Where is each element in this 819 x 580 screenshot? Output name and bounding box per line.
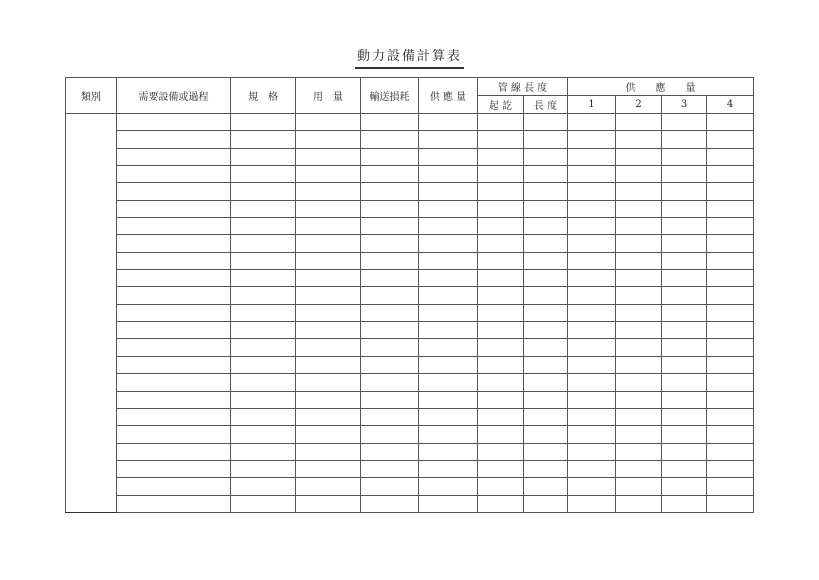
table-cell[interactable] [419,200,478,217]
table-row [66,426,754,443]
table-cell[interactable] [419,252,478,269]
table-cell[interactable] [419,304,478,321]
table-cell[interactable] [231,495,296,512]
table-row [66,287,754,304]
header-usage: 用 量 [296,78,361,114]
table-cell[interactable] [524,114,568,131]
table-cell[interactable] [662,478,707,495]
table-cell[interactable] [419,218,478,235]
table-cell[interactable] [478,148,524,165]
table-cell[interactable] [231,322,296,339]
table-cell[interactable] [117,218,231,235]
table-cell[interactable] [231,166,296,183]
table-cell[interactable] [568,322,616,339]
table-cell[interactable] [707,270,754,287]
table-cell[interactable] [524,408,568,425]
table-cell[interactable] [524,166,568,183]
table-cell[interactable] [707,374,754,391]
table-cell[interactable] [616,183,662,200]
table-cell[interactable] [478,200,524,217]
table-cell[interactable] [296,443,361,460]
table-cell[interactable] [231,235,296,252]
table-cell[interactable] [524,460,568,477]
table-cell[interactable] [478,218,524,235]
table-cell[interactable] [707,200,754,217]
table-cell[interactable] [296,408,361,425]
table-cell[interactable] [296,131,361,148]
table-cell[interactable] [524,252,568,269]
table-cell[interactable] [662,391,707,408]
table-cell[interactable] [478,408,524,425]
table-cell[interactable] [117,304,231,321]
table-cell[interactable] [296,304,361,321]
table-cell[interactable] [568,270,616,287]
table-row [66,339,754,356]
table-cell[interactable] [117,131,231,148]
table-cell[interactable] [361,287,419,304]
table-cell[interactable] [117,478,231,495]
table-cell[interactable] [662,183,707,200]
table-cell[interactable] [616,114,662,131]
table-cell[interactable] [662,287,707,304]
table-cell[interactable] [478,443,524,460]
table-cell[interactable] [419,166,478,183]
table-cell[interactable] [231,478,296,495]
table-row [66,408,754,425]
table-cell[interactable] [419,183,478,200]
table-cell[interactable] [568,374,616,391]
table-cell[interactable] [361,391,419,408]
table-row [66,131,754,148]
header-supply-group: 供 應 量 [568,78,754,96]
table-cell[interactable] [616,426,662,443]
table-cell[interactable] [478,287,524,304]
table-cell[interactable] [568,426,616,443]
table-cell[interactable] [662,270,707,287]
table-cell[interactable] [478,270,524,287]
table-cell[interactable] [662,235,707,252]
table-cell[interactable] [478,374,524,391]
header-supply-col-2: 2 [616,96,662,114]
table-cell[interactable] [117,166,231,183]
table-cell[interactable] [231,374,296,391]
table-cell[interactable] [231,183,296,200]
table-cell[interactable] [296,183,361,200]
category-cell[interactable] [66,114,117,513]
table-cell[interactable] [419,235,478,252]
table-cell[interactable] [478,495,524,512]
table-cell[interactable] [707,235,754,252]
table-cell[interactable] [419,322,478,339]
table-cell[interactable] [568,235,616,252]
calculation-sheet [65,77,753,513]
table-cell[interactable] [524,356,568,373]
header-supply-amount: 供 應 量 [419,78,478,114]
table-cell[interactable] [117,148,231,165]
table-cell[interactable] [662,339,707,356]
table-cell[interactable] [296,339,361,356]
table-cell[interactable] [707,356,754,373]
table-cell[interactable] [419,460,478,477]
table-cell[interactable] [231,460,296,477]
table-cell[interactable] [662,408,707,425]
table-cell[interactable] [117,235,231,252]
table-cell[interactable] [524,131,568,148]
table-cell[interactable] [419,478,478,495]
table-cell[interactable] [231,131,296,148]
table-cell[interactable] [117,443,231,460]
table-cell[interactable] [296,495,361,512]
table-cell[interactable] [568,356,616,373]
header-equipment: 需要設備或過程 [117,78,231,114]
table-cell[interactable] [361,426,419,443]
table-cell[interactable] [478,339,524,356]
table-cell[interactable] [707,218,754,235]
table-cell[interactable] [361,148,419,165]
table-cell[interactable] [568,287,616,304]
table-cell[interactable] [707,131,754,148]
table-cell[interactable] [296,356,361,373]
table-cell[interactable] [616,270,662,287]
table-cell[interactable] [231,304,296,321]
table-cell[interactable] [707,478,754,495]
header-pipe-length-group: 管 線 長 度 [478,78,568,96]
table-cell[interactable] [616,408,662,425]
table-cell[interactable] [117,322,231,339]
table-row [66,270,754,287]
header-category: 類別 [66,78,117,114]
table-cell[interactable] [231,252,296,269]
table-cell[interactable] [568,443,616,460]
table-cell[interactable] [568,148,616,165]
table-row [66,374,754,391]
table-cell[interactable] [231,218,296,235]
document-title-text: 動力設備計算表 [355,48,464,69]
table-cell[interactable] [231,408,296,425]
table-cell[interactable] [524,270,568,287]
table-cell[interactable] [568,252,616,269]
table-cell[interactable] [296,235,361,252]
power-equipment-table [65,77,754,513]
table-cell[interactable] [616,287,662,304]
table-cell[interactable] [707,252,754,269]
table-cell[interactable] [117,426,231,443]
table-cell[interactable] [568,166,616,183]
table-cell[interactable] [662,443,707,460]
table-cell[interactable] [117,183,231,200]
header-supply-col-3: 3 [662,96,707,114]
table-cell[interactable] [296,322,361,339]
table-cell[interactable] [231,200,296,217]
table-cell[interactable] [616,339,662,356]
table-cell[interactable] [117,339,231,356]
table-cell[interactable] [231,391,296,408]
table-cell[interactable] [478,478,524,495]
table-cell[interactable] [478,252,524,269]
table-cell[interactable] [296,166,361,183]
table-cell[interactable] [568,495,616,512]
table-cell[interactable] [361,339,419,356]
table-cell[interactable] [707,426,754,443]
table-cell[interactable] [662,166,707,183]
table-cell[interactable] [419,287,478,304]
table-cell[interactable] [662,218,707,235]
table-cell[interactable] [296,391,361,408]
table-cell[interactable] [707,287,754,304]
table-cell[interactable] [524,148,568,165]
table-cell[interactable] [419,391,478,408]
table-cell[interactable] [616,391,662,408]
table-cell[interactable] [616,304,662,321]
table-cell[interactable] [361,460,419,477]
table-cell[interactable] [117,114,231,131]
table-row [66,200,754,217]
table-cell[interactable] [117,374,231,391]
table-cell[interactable] [419,408,478,425]
table-cell[interactable] [524,443,568,460]
table-cell[interactable] [662,460,707,477]
table-cell[interactable] [568,114,616,131]
table-cell[interactable] [568,218,616,235]
table-cell[interactable] [117,287,231,304]
table-cell[interactable] [231,339,296,356]
table-cell[interactable] [361,183,419,200]
table-row [66,235,754,252]
table-body [66,114,754,513]
table-cell[interactable] [478,304,524,321]
table-row [66,304,754,321]
table-row [66,443,754,460]
table-cell[interactable] [361,408,419,425]
table-cell[interactable] [707,114,754,131]
table-cell[interactable] [419,426,478,443]
table-cell[interactable] [231,426,296,443]
table-cell[interactable] [361,495,419,512]
document-title [0,48,819,69]
table-cell[interactable] [662,356,707,373]
table-cell[interactable] [231,114,296,131]
table-cell[interactable] [662,200,707,217]
table-cell[interactable] [662,148,707,165]
table-cell[interactable] [419,443,478,460]
table-cell[interactable] [478,166,524,183]
table-cell[interactable] [524,426,568,443]
table-cell[interactable] [478,460,524,477]
table-cell[interactable] [361,443,419,460]
table-cell[interactable] [707,408,754,425]
table-cell[interactable] [361,114,419,131]
table-cell[interactable] [616,148,662,165]
header-pipe-start-end: 起 訖 [478,96,524,114]
table-cell[interactable] [707,495,754,512]
table-cell[interactable] [117,252,231,269]
table-cell[interactable] [616,322,662,339]
table-cell[interactable] [478,426,524,443]
table-cell[interactable] [296,218,361,235]
table-cell[interactable] [616,235,662,252]
table-cell[interactable] [662,131,707,148]
table-cell[interactable] [524,478,568,495]
table-cell[interactable] [662,114,707,131]
table-cell[interactable] [478,391,524,408]
table-cell[interactable] [662,304,707,321]
table-cell[interactable] [524,304,568,321]
table-cell[interactable] [662,252,707,269]
table-cell[interactable] [296,114,361,131]
table-cell[interactable] [296,270,361,287]
table-cell[interactable] [361,322,419,339]
table-cell[interactable] [419,131,478,148]
table-row [66,478,754,495]
table-cell[interactable] [616,200,662,217]
table-cell[interactable] [662,374,707,391]
table-cell[interactable] [361,166,419,183]
table-cell[interactable] [707,183,754,200]
table-cell[interactable] [296,460,361,477]
table-cell[interactable] [524,235,568,252]
table-cell[interactable] [117,200,231,217]
table-cell[interactable] [568,408,616,425]
header-pipe-length: 長 度 [524,96,568,114]
table-cell[interactable] [707,339,754,356]
table-cell[interactable] [524,339,568,356]
table-row [66,114,754,131]
table-cell[interactable] [616,443,662,460]
table-cell[interactable] [616,495,662,512]
table-cell[interactable] [117,391,231,408]
table-header [66,78,754,114]
table-cell[interactable] [568,339,616,356]
table-cell[interactable] [616,252,662,269]
table-row [66,183,754,200]
table-cell[interactable] [117,460,231,477]
table-cell[interactable] [524,391,568,408]
table-cell[interactable] [478,183,524,200]
table-cell[interactable] [231,356,296,373]
table-cell[interactable] [296,148,361,165]
table-cell[interactable] [524,183,568,200]
table-cell[interactable] [616,166,662,183]
table-cell[interactable] [568,460,616,477]
table-cell[interactable] [361,131,419,148]
table-cell[interactable] [117,408,231,425]
table-cell[interactable] [296,200,361,217]
table-cell[interactable] [707,391,754,408]
table-cell[interactable] [524,495,568,512]
table-cell[interactable] [662,426,707,443]
table-cell[interactable] [419,114,478,131]
header-spec: 規 格 [231,78,296,114]
table-cell[interactable] [117,270,231,287]
table-cell[interactable] [361,304,419,321]
table-cell[interactable] [419,339,478,356]
table-cell[interactable] [361,478,419,495]
table-cell[interactable] [361,356,419,373]
table-cell[interactable] [419,270,478,287]
table-cell[interactable] [568,304,616,321]
table-cell[interactable] [568,131,616,148]
table-cell[interactable] [419,495,478,512]
table-cell[interactable] [662,495,707,512]
table-cell[interactable] [568,200,616,217]
table-cell[interactable] [478,322,524,339]
table-cell[interactable] [117,356,231,373]
table-cell[interactable] [478,235,524,252]
table-cell[interactable] [419,356,478,373]
table-cell[interactable] [707,460,754,477]
table-cell[interactable] [478,131,524,148]
table-cell[interactable] [568,183,616,200]
table-cell[interactable] [231,443,296,460]
table-cell[interactable] [361,200,419,217]
table-cell[interactable] [524,374,568,391]
table-cell[interactable] [524,322,568,339]
table-cell[interactable] [524,200,568,217]
table-cell[interactable] [478,114,524,131]
table-cell[interactable] [296,287,361,304]
table-cell[interactable] [478,356,524,373]
table-cell[interactable] [524,287,568,304]
table-row [66,460,754,477]
table-cell[interactable] [568,478,616,495]
table-cell[interactable] [662,322,707,339]
table-row [66,218,754,235]
table-cell[interactable] [419,374,478,391]
table-cell[interactable] [616,478,662,495]
table-cell[interactable] [616,356,662,373]
table-cell[interactable] [117,495,231,512]
table-cell[interactable] [707,304,754,321]
table-cell[interactable] [296,426,361,443]
header-supply-col-1: 1 [568,96,616,114]
table-cell[interactable] [707,166,754,183]
table-row [66,252,754,269]
table-row [66,166,754,183]
table-cell[interactable] [231,148,296,165]
header-supply-col-4: 4 [707,96,754,114]
table-row [66,356,754,373]
table-row [66,148,754,165]
table-cell[interactable] [616,460,662,477]
table-cell[interactable] [707,322,754,339]
table-cell[interactable] [616,218,662,235]
table-cell[interactable] [568,391,616,408]
table-cell[interactable] [361,374,419,391]
table-cell[interactable] [361,270,419,287]
table-cell[interactable] [524,218,568,235]
header-row-1 [66,78,754,96]
table-row [66,322,754,339]
table-row [66,391,754,408]
table-cell[interactable] [296,478,361,495]
table-cell[interactable] [707,148,754,165]
table-cell[interactable] [361,235,419,252]
table-cell[interactable] [231,287,296,304]
table-cell[interactable] [361,252,419,269]
table-cell[interactable] [616,374,662,391]
table-cell[interactable] [707,443,754,460]
table-cell[interactable] [616,131,662,148]
table-cell[interactable] [419,148,478,165]
table-cell[interactable] [231,270,296,287]
table-cell[interactable] [296,252,361,269]
header-transmission-loss: 輸送損耗 [361,78,419,114]
table-cell[interactable] [296,374,361,391]
table-row [66,495,754,512]
table-cell[interactable] [361,218,419,235]
